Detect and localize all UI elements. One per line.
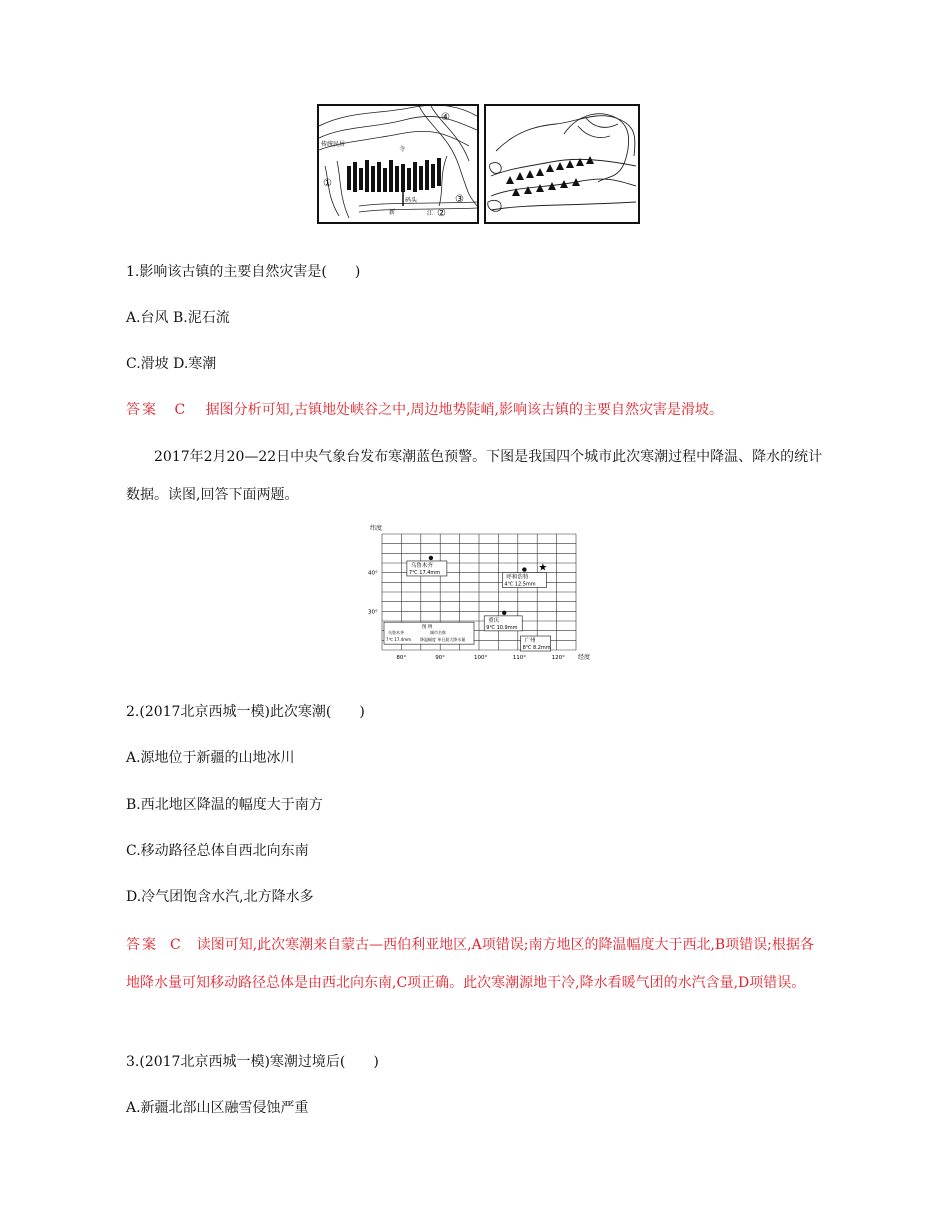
q2-stem: 2.(2017北京西城一模)此次寒潮( ) xyxy=(126,704,365,720)
map-label-temple: 寺 xyxy=(399,146,406,153)
town-map xyxy=(317,104,479,224)
city-values-label: 9℃ 10.9mm xyxy=(486,624,518,631)
y-axis-label: 纬度 xyxy=(370,525,383,532)
map-label-river2: 江 xyxy=(427,210,434,217)
map-label-river1: 新 xyxy=(389,209,396,216)
q2-option-b: B.西北地区降温的幅度大于南方 xyxy=(126,797,323,813)
q1-stem: 1.影响该古镇的主要自然灾害是( ) xyxy=(126,264,361,280)
q1-answer-letter: C xyxy=(174,402,186,418)
q2-option-d: D.冷气团饱含水汽,北方降水多 xyxy=(126,889,314,905)
city-values-label: 7℃ 17.4mm xyxy=(408,569,441,576)
map-marker-3: ③ xyxy=(455,194,464,205)
q1-answer-tag: 答案 xyxy=(126,402,158,418)
city-name-label: 乌鲁木齐 xyxy=(410,562,433,569)
x-tick-label: 110° xyxy=(512,655,527,661)
map-label-building: 传统民居 xyxy=(321,141,346,148)
q2-answer-letter: C xyxy=(170,937,181,953)
legend-values-sample: 7℃ 17.4mm xyxy=(386,637,412,643)
intro-paragraph: 2017年2月20—22日中央气象台发布寒潮蓝色预警。下图是我国四个城市此次寒潮过程中降温、降水的统计数据。读图,回答下面两题。 xyxy=(126,449,823,503)
map-marker-1: ① xyxy=(323,178,332,189)
q2-answer xyxy=(126,926,826,1002)
capital-star-icon: ★ xyxy=(538,562,548,574)
city-name-label: 重庆 xyxy=(488,617,500,624)
x-tick-label: 80° xyxy=(396,655,407,661)
x-tick-label: 120° xyxy=(551,655,565,661)
q1-answer xyxy=(126,400,723,420)
q2-option-c: C.移动路径总体自西北向东南 xyxy=(126,843,309,859)
legend-city-sample: 乌鲁木齐 xyxy=(388,630,404,636)
city-values-label: 8℃ 8.2mm xyxy=(522,645,551,652)
q3-option-a: A.新疆北部山区融雪侵蚀严重 xyxy=(126,1100,309,1116)
city-name-label: 呼和浩特 xyxy=(506,574,529,581)
x-tick-label: 90° xyxy=(435,655,445,661)
city-point xyxy=(502,611,506,615)
city-point xyxy=(429,556,433,560)
chart-svg xyxy=(368,522,590,662)
city-point xyxy=(522,567,526,571)
y-tick-label: 40° xyxy=(368,570,378,577)
q1-options-ab: A.台风 B.泥石流 xyxy=(126,310,230,326)
city-name-label: 广州 xyxy=(524,638,536,645)
x-tick-label: 100° xyxy=(474,655,488,661)
x-axis-label: 经度 xyxy=(578,654,590,661)
map-marker-2: ② xyxy=(437,208,446,219)
q2-option-a: A.源地位于新疆的山地冰川 xyxy=(126,750,295,766)
y-tick-label: 30° xyxy=(368,609,378,616)
q1-options-cd: C.滑坡 D.寒潮 xyxy=(126,356,217,372)
town-sketch xyxy=(484,104,640,224)
legend-title: 图 例 xyxy=(422,625,433,631)
cold-wave-chart xyxy=(368,522,590,662)
q2-answer-tag: 答案 xyxy=(126,937,158,953)
legend-explain: 降温幅度 单日最大降水量 xyxy=(420,637,466,643)
map-marker-4: ④ xyxy=(441,112,450,123)
town-map-drawing xyxy=(319,106,477,222)
q2-answer-text: 读图可知,此次寒潮来自蒙古—西伯利亚地区,A项错误;南方地区的降温幅度大于西北,B项错误;根据各地降水量可知移动路径总体是由西北向东南,C项正确。此次寒潮源地干冷,降水看暖气团的水汽含量,D项错误。 xyxy=(126,937,814,991)
legend-capital: 城市名称 xyxy=(430,630,446,636)
q3-stem: 3.(2017北京西城一模)寒潮过境后( ) xyxy=(126,1054,379,1070)
town-sketch-drawing xyxy=(486,106,638,222)
q1-answer-text: 据图分析可知,古镇地处峡谷之中,周边地势陡峭,影响该古镇的主要自然灾害是滑坡。 xyxy=(205,402,723,418)
map-label-dock: 码头 xyxy=(405,197,418,204)
city-values-label: 4℃ 12.5mm xyxy=(504,581,536,588)
